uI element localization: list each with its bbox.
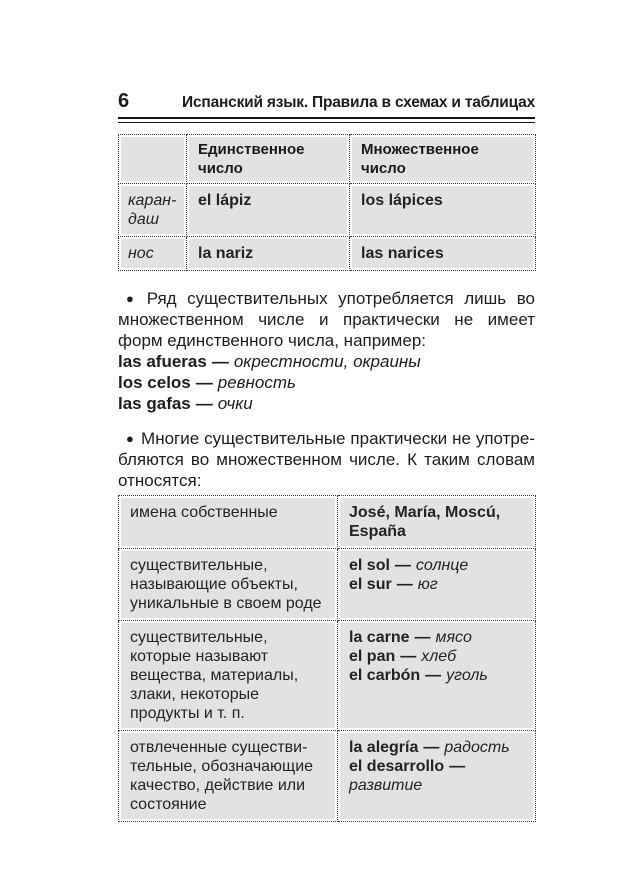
spanish-term: la carne <box>349 629 410 646</box>
singular-plural-table <box>118 134 536 271</box>
table-row <box>119 621 536 731</box>
em-dash: — <box>400 648 417 665</box>
russian-translation: развитие <box>349 777 423 794</box>
paragraph-plural-only-nouns <box>118 288 535 351</box>
example-line <box>349 556 524 575</box>
table-row <box>119 184 536 237</box>
category-cell: отвлеченные существительные, обозначающие качество, действие или состояние <box>119 731 338 822</box>
plural-only-examples <box>118 351 535 414</box>
empty-header-cell <box>119 135 187 184</box>
category-cell: имена собственные <box>119 496 338 549</box>
em-dash: — <box>211 352 229 371</box>
spanish-term: el sol <box>349 557 390 574</box>
table-row <box>119 549 536 621</box>
header-rule <box>118 117 535 123</box>
singular-only-table <box>118 495 536 822</box>
spanish-term: el pan <box>349 648 396 665</box>
russian-translation: солнце <box>415 557 469 574</box>
russian-translation: ревность <box>217 373 296 392</box>
spanish-term: el sur <box>349 576 392 593</box>
page-content <box>118 90 535 822</box>
example-line <box>118 351 535 372</box>
term-cell: нос <box>119 237 187 271</box>
russian-translation: окрестности, окраины <box>233 352 421 371</box>
paragraph-text: Ряд существительных употребляется лишь во множественном числе и практически не имеет форм единственного числа, например: <box>118 289 535 350</box>
table-row <box>119 496 536 549</box>
em-dash: — <box>449 758 466 775</box>
em-dash: — <box>394 557 411 574</box>
term-cell: карандаш <box>119 184 187 237</box>
examples-cell <box>338 549 536 621</box>
column-header-singular: Единственное число <box>187 135 350 184</box>
page-number: 6 <box>118 90 130 112</box>
russian-translation: юг <box>417 576 438 593</box>
russian-translation: мясо <box>435 629 472 646</box>
category-cell: существительные, называющие объекты, уникальные в своем роде <box>119 549 338 621</box>
russian-translation: очки <box>217 394 253 413</box>
example-line <box>349 757 524 795</box>
example-line <box>118 393 535 414</box>
example-line <box>349 628 524 647</box>
singular-cell: el lápiz <box>187 184 350 237</box>
table-header-row <box>119 135 536 184</box>
paragraph-singular-only-nouns <box>118 428 535 491</box>
spanish-term: el desarrollo <box>349 758 445 775</box>
running-header-title: Испанский язык. Правила в схемах и таблицах <box>182 94 535 111</box>
table-row <box>119 731 536 822</box>
em-dash: — <box>195 373 213 392</box>
example-line <box>349 575 524 594</box>
bullet-icon: ● <box>126 291 140 306</box>
spanish-term: los celos <box>118 373 191 392</box>
em-dash: — <box>425 667 442 684</box>
examples-cell <box>338 731 536 822</box>
paragraph-text: Многие существительные практически не употребляются во множественном числе. К таким словам относятся: <box>118 429 535 490</box>
table-row <box>119 237 536 271</box>
plural-cell: las narices <box>350 237 536 271</box>
spanish-term: las gafas <box>118 394 191 413</box>
em-dash: — <box>396 576 413 593</box>
examples-cell <box>338 621 536 731</box>
em-dash: — <box>414 629 431 646</box>
spanish-term: José, María, Moscú, España <box>349 504 501 540</box>
em-dash: — <box>423 739 440 756</box>
examples-cell <box>338 496 536 549</box>
bullet-icon: ● <box>126 431 135 446</box>
plural-cell: los lápices <box>350 184 536 237</box>
running-header <box>118 90 535 114</box>
example-line <box>349 738 524 757</box>
russian-translation: радость <box>444 739 510 756</box>
spanish-term: la alegría <box>349 739 419 756</box>
em-dash: — <box>195 394 213 413</box>
example-line <box>118 372 535 393</box>
category-cell: существительные, которые называют вещества, материалы, злаки, некоторые продукты и т. п. <box>119 621 338 731</box>
russian-translation: хлеб <box>421 648 457 665</box>
russian-translation: уголь <box>446 667 488 684</box>
example-line <box>349 503 524 541</box>
column-header-plural: Множественное число <box>350 135 536 184</box>
spanish-term: el carbón <box>349 667 421 684</box>
spanish-term: las afueras <box>118 352 207 371</box>
singular-cell: la nariz <box>187 237 350 271</box>
example-line <box>349 666 524 685</box>
example-line <box>349 647 524 666</box>
